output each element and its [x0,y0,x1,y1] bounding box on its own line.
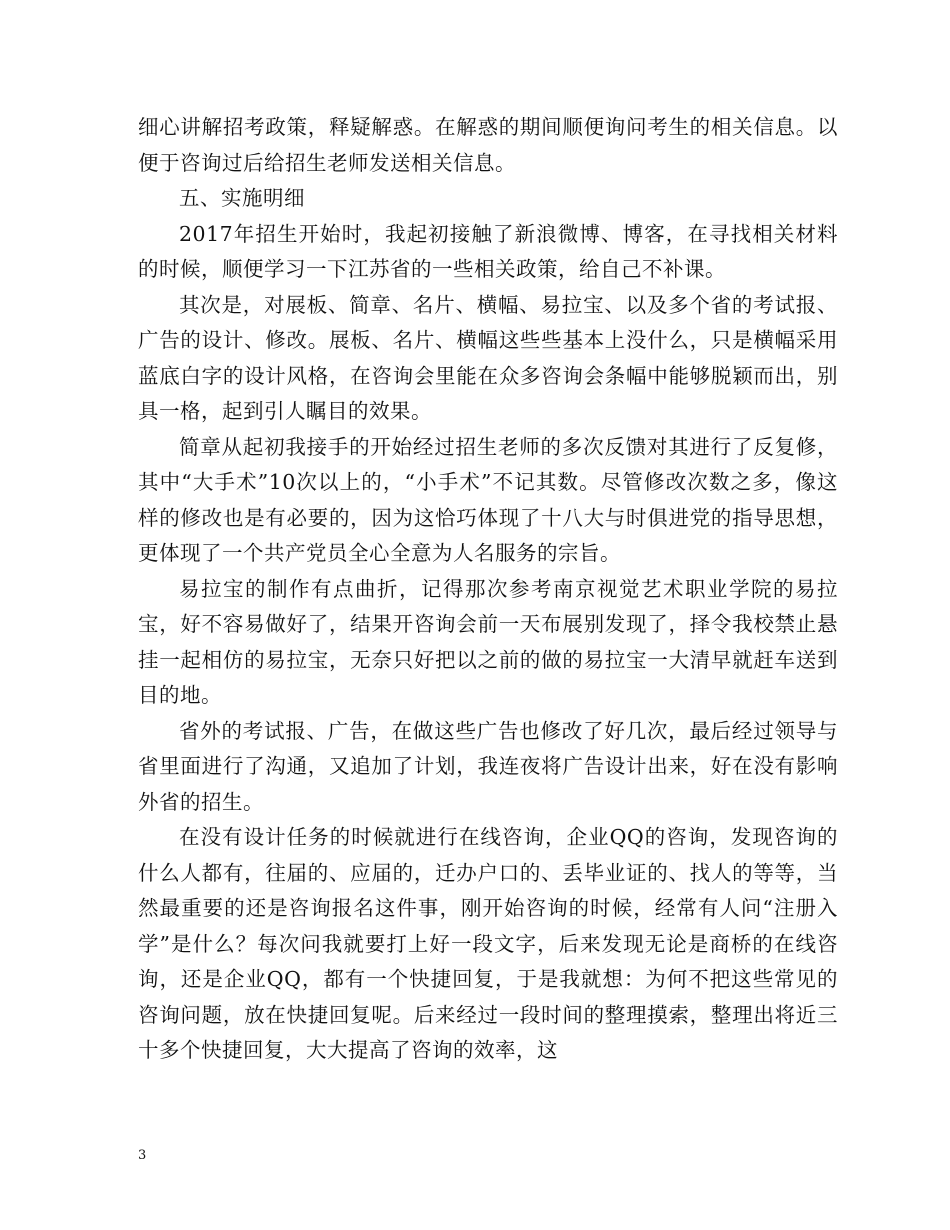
paragraph-4: 简章从起初我接手的开始经过招生老师的多次反馈对其进行了反复修，其中“大手术”10次以上的，“小手术”不记其数。尽管修改次数之多，像这样的修改也是有必要的，因为这恰巧体现了十八大与时俱进党的指导思想，更体现了一个共产党员全心全意为人名服务的宗旨。 [138,434,838,565]
paragraph-2: 2017年招生开始时，我起初接触了新浪微博、博客，在寻找相关材料的时候，顺便学习一下江苏省的一些相关政策，给自己不补课。 [138,221,838,281]
paragraph-6: 省外的考试报、广告，在做这些广告也修改了好几次，最后经过领导与省里面进行了沟通，又追加了计划，我连夜将广告设计出来，好在没有影响外省的招生。 [138,718,838,814]
document-body [138,110,838,1069]
section-heading: 五、实施明细 [179,186,305,210]
page-number: 3 [138,1148,147,1163]
paragraph-7: 在没有设计任务的时候就进行在线咨询，企业QQ的咨询，发现咨询的什么人都有，往届的、应届的，迁办户口的、丢毕业证的、找人的等等，当然最重要的还是咨询报名这件事，刚开始咨询的时候，经常有人问“注册入学”是什么？每次问我就要打上好一段文字，后来发现无论是商桥的在线咨询，还是企业QQ，都有一个快捷回复，于是我就想：为何不把这些常见的咨询问题，放在快捷回复呢。后来经过一段时间的整理摸索，整理出将近三十多个快捷回复，大大提高了咨询的效率，这 [138,825,838,1062]
paragraph-1: 细心讲解招考政策，释疑解惑。在解惑的期间顺便询问考生的相关信息。以便于咨询过后给招生老师发送相关信息。 [138,115,838,175]
paragraph-3: 其次是，对展板、简章、名片、横幅、易拉宝、以及多个省的考试报、广告的设计、修改。展板、名片、横幅这些些基本上没什么，只是横幅采用蓝底白字的设计风格，在咨询会里能在众多咨询会条幅中能够脱颖而出，别具一格，起到引人瞩目的效果。 [138,292,838,423]
paragraph-5: 易拉宝的制作有点曲折，记得那次参考南京视觉艺术职业学院的易拉宝，好不容易做好了，结果开咨询会前一天布展别发现了，择令我校禁止悬挂一起相仿的易拉宝，无奈只好把以之前的做的易拉宝一大清早就赶车送到目的地。 [138,576,838,707]
